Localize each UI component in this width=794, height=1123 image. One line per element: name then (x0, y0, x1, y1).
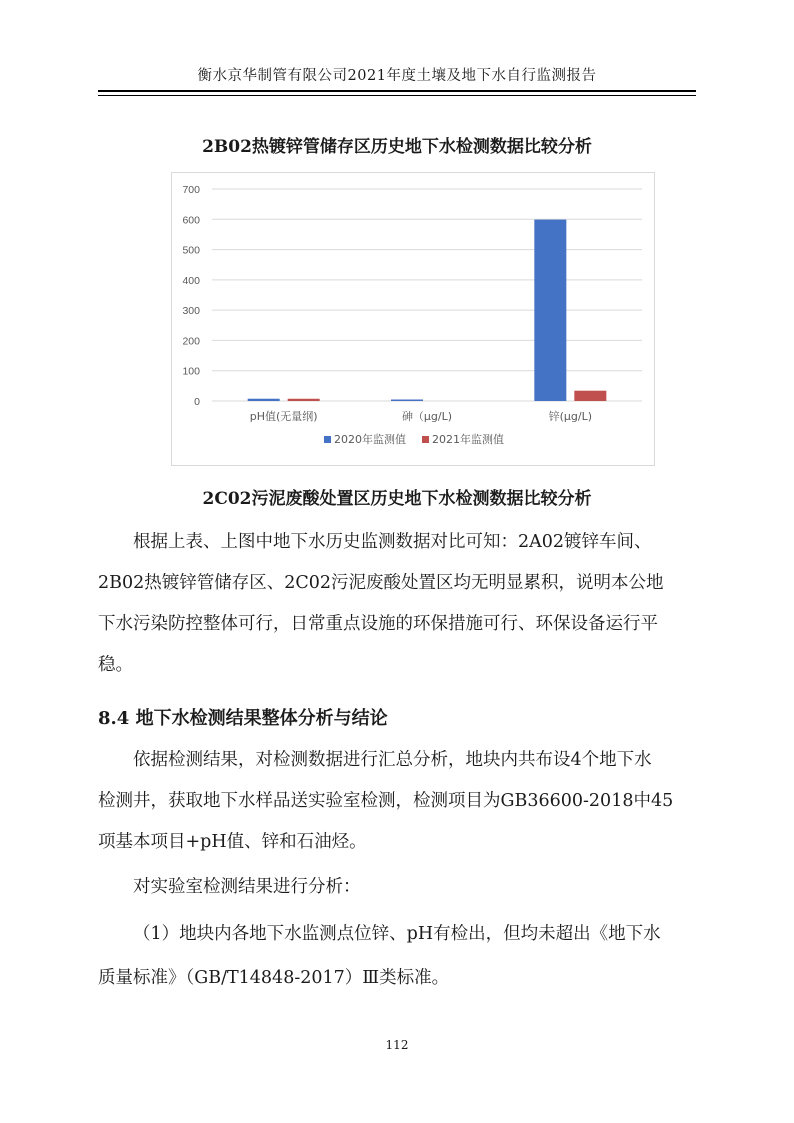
para2-line3: 项基本项目+pH值、锌和石油烃。 (98, 832, 367, 852)
para4-line1: （1）地块内各地下水监测点位锌、pH有检出，但均未超出《地下水 (133, 924, 661, 944)
legend-swatch-0 (324, 436, 331, 443)
y-tick-label-300: 300 (182, 305, 200, 318)
header-title: 衡水京华制管有限公司2021年度土壤及地下水自行监测报告 (197, 68, 597, 84)
para1-line4: 稳。 (98, 655, 133, 675)
figure2-title: 2C02污泥废酸处置区历史地下水检测数据比较分析 (202, 489, 592, 509)
page-number: 112 (385, 1038, 409, 1052)
bar-0-1 (391, 400, 423, 402)
header-rule-thin (98, 95, 696, 96)
y-tick-label-400: 400 (182, 274, 200, 287)
x-tick-label-1: 砷（μg/L) (401, 410, 453, 423)
para1-line2: 2B02热镀锌管储存区、2C02污泥废酸处置区均无明显累积，说明本公地 (98, 573, 664, 593)
legend-label-1: 2021年监测值 (432, 433, 504, 446)
para3-line1: 对实验室检测结果进行分析： (133, 877, 361, 897)
bar-0-0 (248, 399, 280, 401)
bar-chart (172, 173, 654, 465)
bar-0-2 (534, 220, 566, 401)
para2-line2: 检测井，获取地下水样品送实验室检测，检测项目为GB36600-2018中45 (98, 791, 674, 811)
chart-container (171, 172, 655, 466)
y-tick-label-200: 200 (182, 335, 200, 348)
y-tick-label-500: 500 (182, 244, 200, 257)
y-tick-label-100: 100 (182, 365, 200, 378)
header-rule-thick (98, 90, 696, 92)
y-tick-label-0: 0 (194, 396, 200, 408)
bar-1-2 (574, 391, 606, 401)
para4-line2: 质量标准》（GB/T14848-2017）Ⅲ类标准。 (98, 968, 450, 988)
x-tick-label-2: 锌(μg/L) (548, 410, 593, 423)
y-tick-label-600: 600 (182, 214, 200, 227)
y-tick-label-700: 700 (182, 184, 200, 196)
figure1-title: 2B02热镀锌管储存区历史地下水检测数据比较分析 (202, 137, 592, 157)
para1-line1: 根据上表、上图中地下水历史监测数据对比可知：2A02镀锌车间、 (133, 532, 652, 552)
bar-1-0 (288, 399, 320, 401)
legend-swatch-1 (422, 436, 429, 443)
section-heading: 8.4 地下水检测结果整体分析与结论 (98, 708, 388, 729)
x-tick-label-0: pH值(无量纲) (249, 410, 318, 423)
para2-line1: 依据检测结果，对检测数据进行汇总分析，地块内共布设4个地下水 (133, 750, 652, 770)
para1-line3: 下水污染防控整体可行，日常重点设施的环保措施可行、环保设备运行平 (98, 614, 658, 634)
legend-label-0: 2020年监测值 (334, 433, 406, 446)
